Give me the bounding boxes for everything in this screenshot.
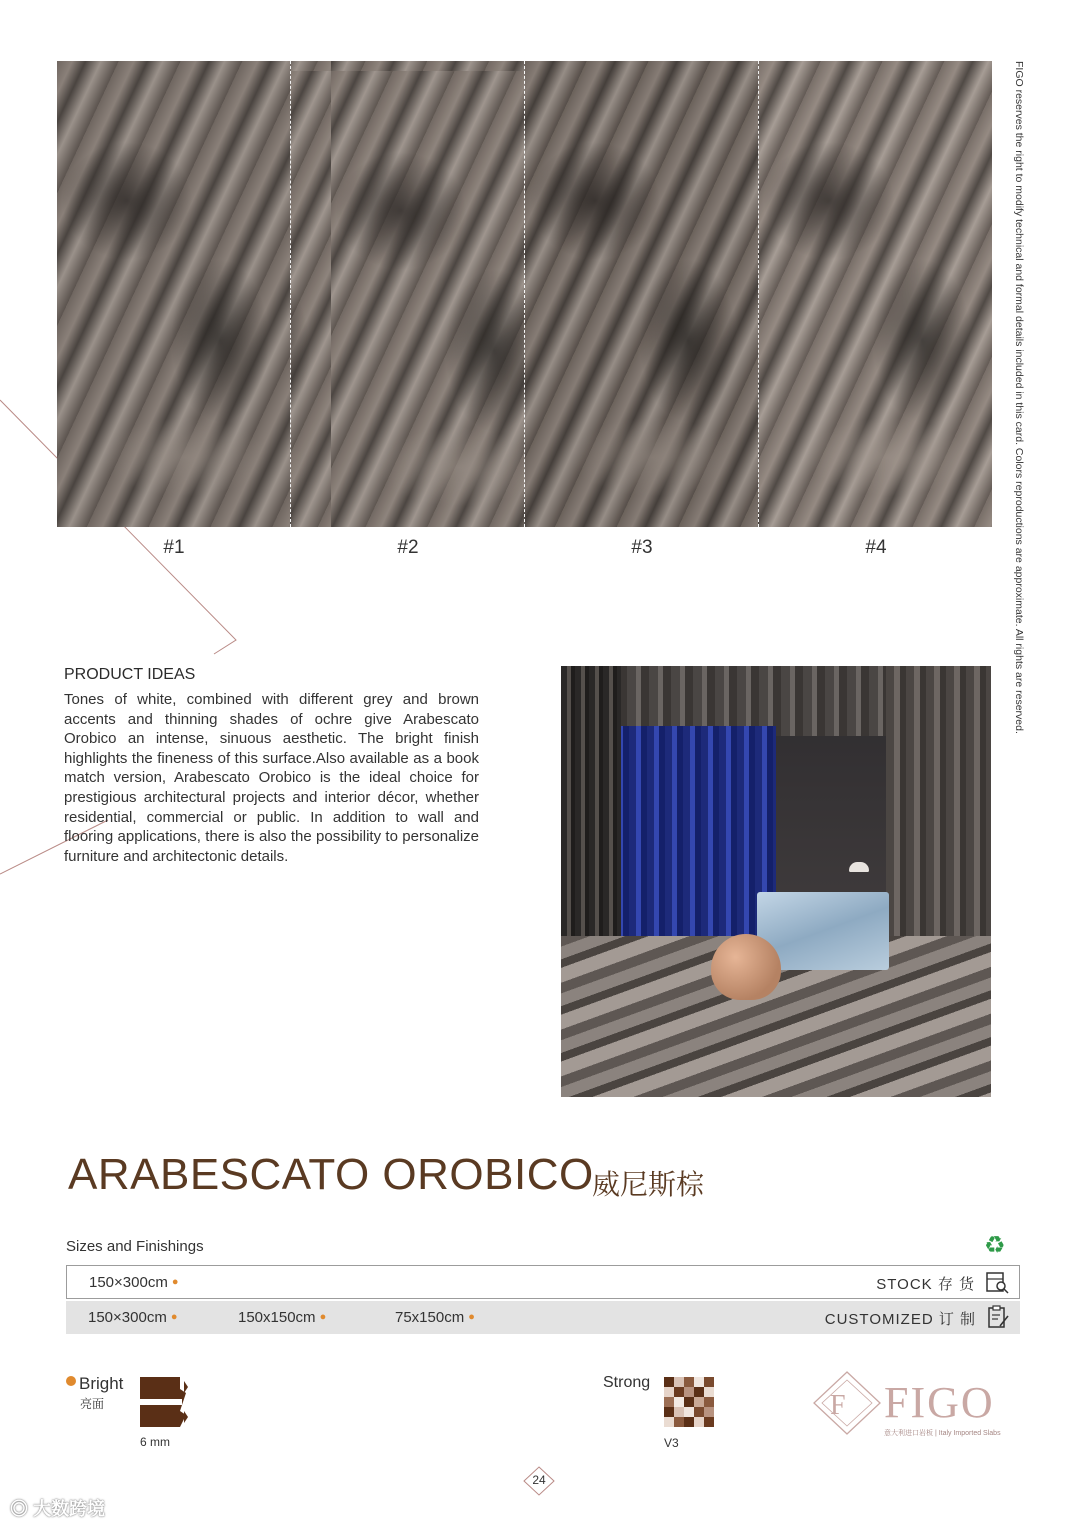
thickness-label: 6 mm [140,1435,170,1449]
disclaimer [1009,61,1029,751]
customized-row [66,1301,1020,1334]
finish-dot-icon [66,1376,76,1386]
stock-row [66,1265,1020,1299]
product-name: ARABESCATO OROBICO [68,1150,594,1199]
customized-size-item [395,1309,475,1326]
stock-label: STOCK 存 货 [876,1276,975,1293]
product-ideas-title: PRODUCT IDEAS [64,666,196,683]
variation-name: Strong [603,1374,651,1391]
product-ideas-body: Tones of white, combined with different grey and brown accents and thinning shades of ochre give Arabescato Orobico an intense, sinuous aesthetic. The bright finish highlights the fineness of this surface.Also available as a book match version, Arabescato Orobico is the ideal choice for prestigious architectural projects and interior décor, whether residential, commercial or public. In addition to wall and flooring applications, there is also the possibility to personalize furniture and architectonic details. [64,691,479,865]
slab-panel-1 [57,61,291,527]
finish-name: Bright [79,1374,124,1393]
slab-panel-2 [291,61,525,527]
slab-label-2: #2 [397,537,419,558]
recycle-icon: ♻ [984,1232,1006,1259]
interior-room-image [561,666,991,1097]
slab-label-3: #3 [631,537,653,558]
stock-box-icon [985,1269,1009,1295]
finish-name-cn: 亮面 [80,1397,105,1411]
dot-icon: ● [170,1311,178,1323]
customized-size-item [238,1309,326,1326]
slab-panel-3 [525,61,759,527]
brand-name: FIGO [884,1378,995,1427]
disclaimer-text: FIGO reserves the right to modify technical and formal details included in this card. Colors reproductions are approximate. All rights are reserved. [1013,61,1025,734]
customized-clipboard-icon [986,1304,1010,1330]
variation-grid-icon [664,1377,714,1427]
stock-size-1: 150×300cm [89,1274,168,1291]
slab-label-4: #4 [865,537,887,558]
thickness-icon [140,1377,190,1427]
variation-code: V3 [664,1436,679,1450]
watermark-logo-icon: ◎ [10,1499,28,1519]
page-number [523,1466,555,1496]
svg-text:F: F [830,1390,846,1421]
customized-size-1: 150×300cm [88,1309,167,1326]
watermark-text: 大数跨境 [33,1499,106,1519]
slab-label-1: #1 [163,537,185,558]
customized-size-3: 75x150cm [395,1309,465,1326]
product-name-cn: 威尼斯棕 [592,1169,705,1200]
brand-subtitle: 意大利进口岩板 | Italy Imported Slabs [884,1430,1001,1437]
figo-logo-icon [812,1370,882,1436]
customized-label: CUSTOMIZED 订 制 [824,1311,976,1328]
slab-panels [57,61,992,527]
slab-panel-4 [759,61,992,527]
dot-icon: ● [468,1311,475,1323]
stock-size-item [89,1274,178,1291]
dot-icon: ● [319,1311,327,1323]
watermark [10,1495,105,1521]
dot-icon: ● [171,1276,179,1288]
customized-size-item [88,1309,177,1326]
sizes-title: Sizes and Finishings [66,1238,204,1255]
page-number-text: 24 [532,1473,546,1487]
customized-size-2: 150x150cm [238,1309,316,1326]
